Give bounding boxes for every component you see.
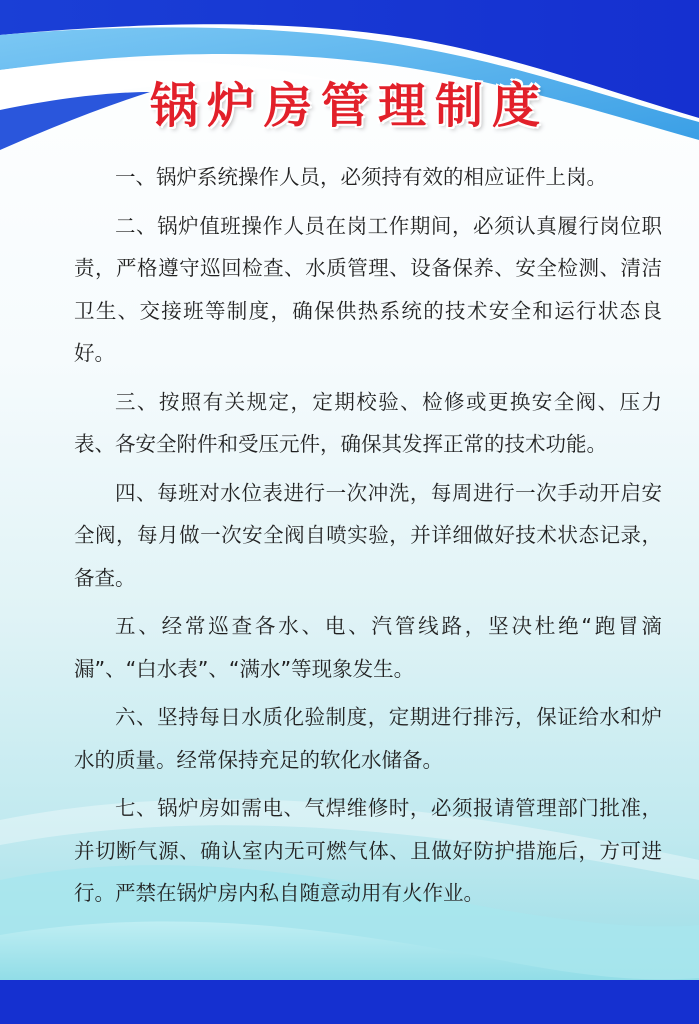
rule-paragraph-5: 五、经常巡查各水、电、汽管线路，坚决杜绝“跑冒滴漏”、“白水表”、“满水”等现象发生。 (74, 614, 662, 681)
rule-paragraph-7: 七、锅炉房如需电、气焊维修时，必须报请管理部门批准，并切断气源、确认室内无可燃气体、且做好防护措施后，方可进行。严禁在锅炉房内私自随意动用有火作业。 (74, 796, 662, 905)
rule-paragraph-4: 四、每班对水位表进行一次冲洗，每周进行一次手动开启安全阀，每月做一次安全阀自喷实验，并详细做好技术状态记录，备查。 (74, 480, 662, 590)
rule-paragraph-3: 三、按照有关规定，定期校验、检修或更换安全阀、压力表、各安全附件和受压元件，确保其发挥正常的技术功能。 (74, 389, 662, 456)
rules-body (74, 156, 662, 921)
rule-paragraph-6: 六、坚持每日水质化验制度，定期进行排污，保证给水和炉水的质量。经常保持充足的软化水储备。 (74, 705, 662, 772)
footer-bar (0, 980, 699, 1024)
rule-paragraph-1: 一、锅炉系统操作人员，必须持有效的相应证件上岗。 (115, 165, 607, 189)
rule-paragraph-2: 二、锅炉值班操作人员在岗工作期间，必须认真履行岗位职责，严格遵守巡回检查、水质管理、设备保养、安全检测、清洁卫生、交接班等制度，确保供热系统的技术安全和运行状态良好。 (74, 213, 662, 365)
page-title: 锅炉房管理制度 (149, 78, 549, 134)
